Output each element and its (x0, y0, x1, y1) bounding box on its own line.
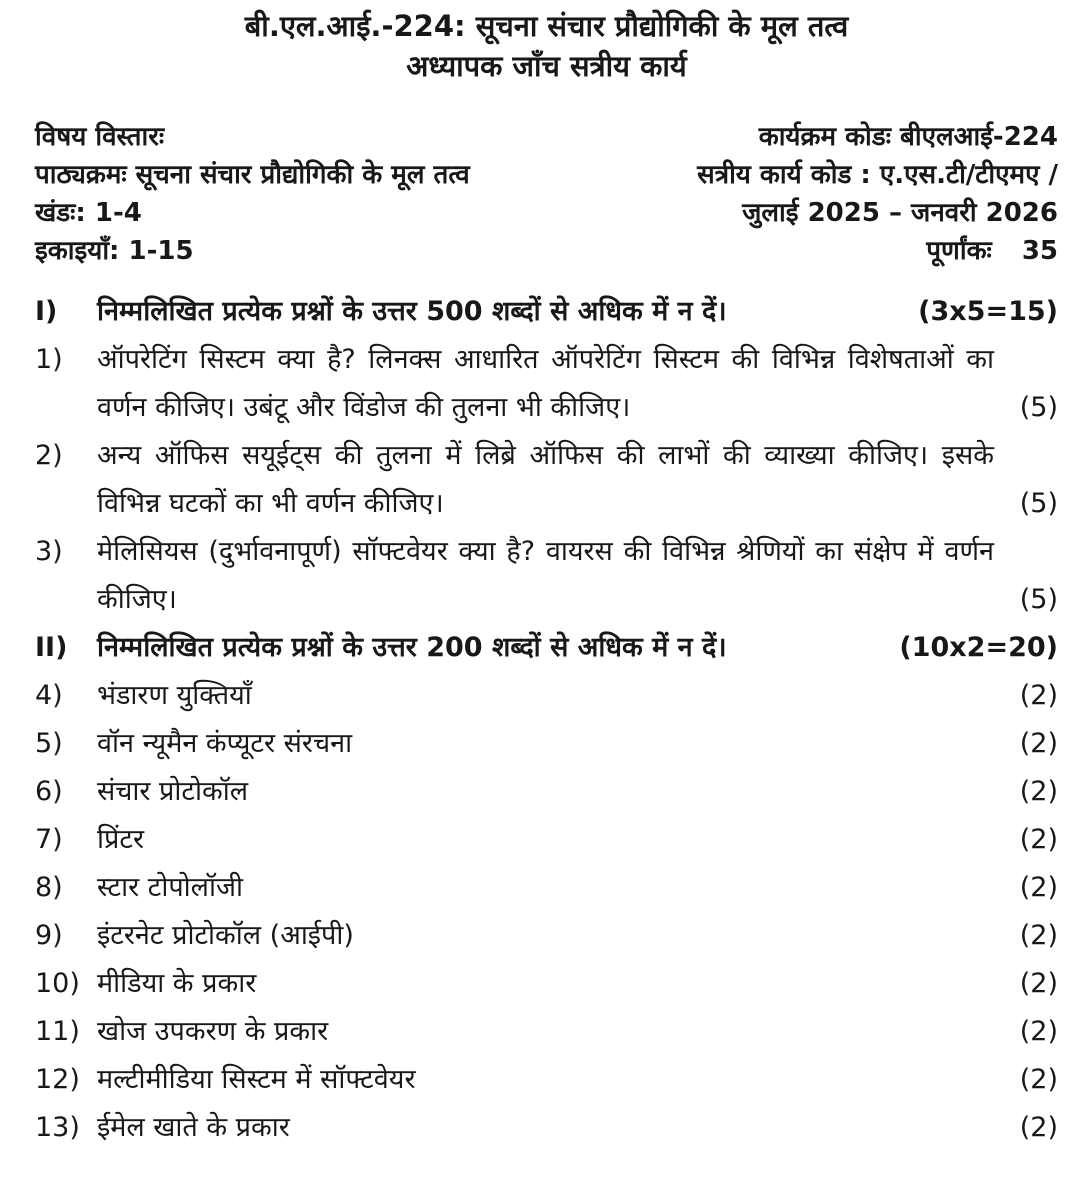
question-marks: (2) (1019, 920, 1058, 951)
document-title (35, 6, 1058, 86)
question-text: प्रिंटर (97, 824, 145, 855)
question-text: मेलिसियस (दुर्भावनापूर्ण) सॉफ्टवेयर क्या है? वायरस की विभिन्न श्रेणियों का संक्षेप में वर्णन कीजिए। (97, 536, 994, 615)
question-marks: (2) (1019, 728, 1058, 759)
question-marks: (2) (1019, 872, 1058, 903)
section-2-marks: (10x2=20) (899, 632, 1058, 663)
meta-left-column (35, 118, 470, 270)
total-marks-label: पूर्णांकः (926, 236, 992, 266)
question-number: 6) (35, 776, 63, 807)
session-dates: जुलाई 2025 – जनवरी 2026 (742, 198, 1058, 228)
question-marks: (2) (1019, 1112, 1058, 1143)
question-row (35, 1056, 1058, 1104)
title-line-1: बी.एल.आई.-224: सूचना संचार प्रौद्योगिकी के मूल तत्व (244, 9, 849, 43)
question-text: ऑपरेटिंग सिस्टम क्या है? लिनक्स आधारित ऑपरेटिंग सिस्टम की विभिन्न विशेषताओं का वर्णन कीजिए। उबंटू और विंडोज की तुलना भी कीजिए। (97, 344, 994, 423)
question-marks: (2) (1019, 776, 1058, 807)
question-marks: (2) (1019, 1064, 1058, 1095)
section-1-label: I) (35, 296, 58, 327)
question-row (35, 336, 1058, 432)
question-row (35, 768, 1058, 816)
question-row (35, 960, 1058, 1008)
question-text: खोज उपकरण के प्रकार (97, 1016, 329, 1047)
section-2-heading (35, 624, 1058, 672)
units-range: इकाइयाँ: 1-15 (35, 236, 194, 266)
question-text: इंटरनेट प्रोटोकॉल (आईपी) (97, 920, 354, 951)
question-text: ईमेल खाते के प्रकार (97, 1112, 290, 1143)
programme-code: कार्यक्रम कोडः बीएलआई-224 (758, 122, 1058, 152)
question-number: 13) (35, 1112, 80, 1143)
question-row (35, 912, 1058, 960)
question-text: मल्टीमीडिया सिस्टम में सॉफ्टवेयर (97, 1064, 416, 1095)
section-1-heading (35, 288, 1058, 336)
question-number: 9) (35, 920, 63, 951)
section-2-label: II) (35, 632, 68, 663)
question-row (35, 1104, 1058, 1152)
question-marks: (2) (1019, 824, 1058, 855)
question-row (35, 672, 1058, 720)
question-row (35, 432, 1058, 528)
question-number: 2) (35, 440, 63, 471)
question-marks: (5) (1019, 392, 1058, 423)
question-marks: (5) (1019, 584, 1058, 615)
question-row (35, 720, 1058, 768)
question-number: 12) (35, 1064, 80, 1095)
question-number: 1) (35, 344, 63, 375)
title-line-2: अध्यापक जाँच सत्रीय कार्य (406, 49, 687, 83)
question-text: संचार प्रोटोकॉल (97, 776, 249, 807)
subject-coverage-label: विषय विस्तारः (35, 122, 165, 152)
section-1-instruction: निम्मलिखित प्रत्येक प्रश्नों के उत्तर 500 शब्दों से अधिक में न दें। (97, 296, 727, 327)
question-number: 3) (35, 536, 63, 567)
question-number: 10) (35, 968, 80, 999)
question-number: 8) (35, 872, 63, 903)
assignment-code: सत्रीय कार्य कोड : ए.एस.टी/टीएमए / (697, 160, 1058, 190)
section-1-marks: (3x5=15) (918, 296, 1058, 327)
question-marks: (2) (1019, 680, 1058, 711)
question-marks: (2) (1019, 968, 1058, 999)
question-text: वॉन न्यूमैन कंप्यूटर संरचना (97, 728, 353, 759)
blocks-range: खंडः: 1-4 (35, 198, 142, 228)
question-text: मीडिया के प्रकार (97, 968, 257, 999)
questions-body (35, 288, 1058, 1152)
question-number: 4) (35, 680, 63, 711)
question-number: 11) (35, 1016, 80, 1047)
question-text: भंडारण युक्तियाँ (97, 680, 252, 711)
question-text: अन्य ऑफिस सयूईट्स की तुलना में लिब्रे ऑफिस की लाभों की व्याख्या कीजिए। इसके विभिन्न घटकों का भी वर्णन कीजिए। (97, 440, 994, 519)
meta-right-column (697, 118, 1058, 270)
question-marks: (5) (1019, 488, 1058, 519)
total-marks-value: 35 (1021, 236, 1058, 266)
question-row (35, 864, 1058, 912)
question-row (35, 528, 1058, 624)
question-text: स्टार टोपोलॉजी (97, 872, 243, 903)
question-number: 5) (35, 728, 63, 759)
question-marks: (2) (1019, 1016, 1058, 1047)
meta-header (35, 118, 1058, 270)
section-2-instruction: निम्मलिखित प्रत्येक प्रश्नों के उत्तर 200 शब्दों से अधिक में न दें। (97, 632, 727, 663)
question-row (35, 816, 1058, 864)
question-row (35, 1008, 1058, 1056)
course-name: पाठ्यक्रमः सूचना संचार प्रौद्योगिकी के मूल तत्व (35, 160, 470, 190)
question-number: 7) (35, 824, 63, 855)
total-marks-line (697, 232, 1058, 270)
